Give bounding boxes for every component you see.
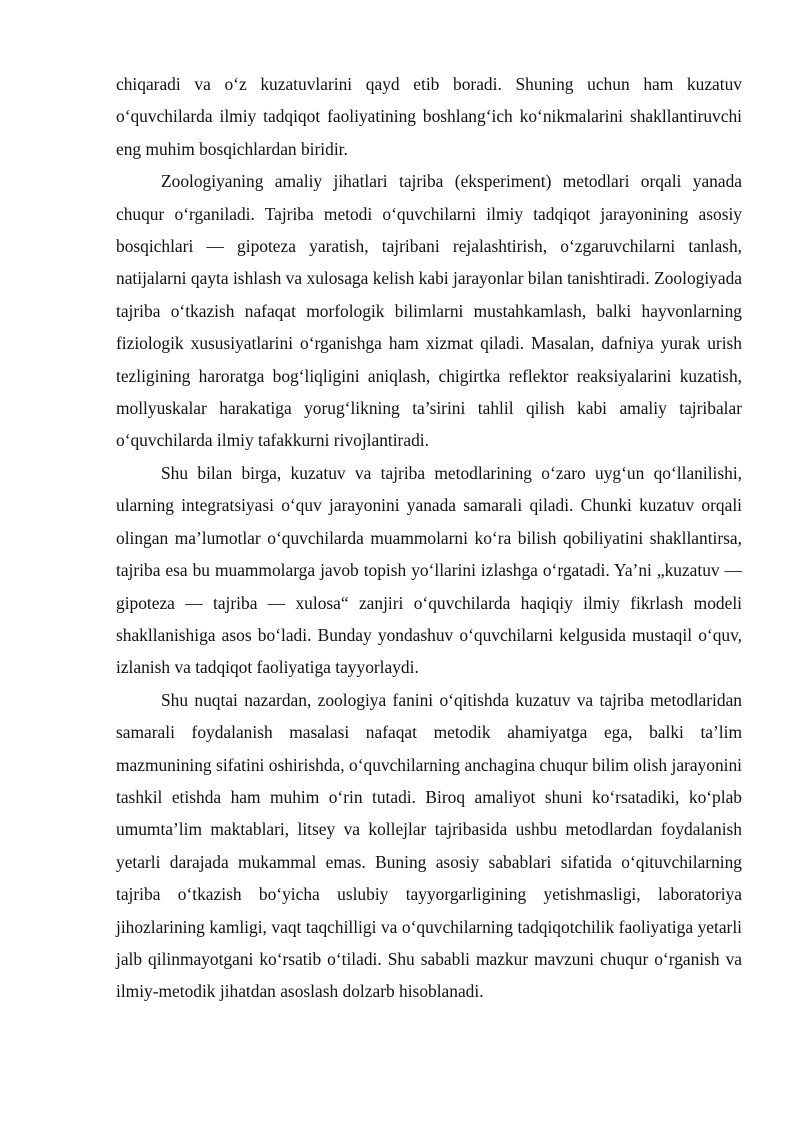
paragraph-continuation: chiqaradi va o‘z kuzatuvlarini qayd etib boradi. Shuning uchun ham kuzatuv o‘quvchilarda ilmiy tadqiqot faoliyatining boshlang‘ich ko‘nikmalarini shakllantiruvchi eng muhim bosqichlardan biridir. — [116, 74, 742, 159]
paragraph-relevance: Shu nuqtai nazardan, zoologiya fanini o‘qitishda kuzatuv va tajriba metodlaridan samarali foydalanish masalasi nafaqat metodik ahamiyatga ega, balki ta’lim mazmunining sifatini oshirishda, o‘quvchilarning anchagina chuqur bilim olish jarayonini tashkil etishda ham muhim o‘rin tutadi. Biroq amaliyot shuni ko‘rsatadiki, ko‘plab umumta’lim maktablari, litsey va kollejlar tajribasida ushbu metodlardan foydalanish yetarli darajada mukammal emas. Buning asosiy sabablari sifatida o‘qituvchilarning tajriba o‘tkazish bo‘yicha uslubiy tayyorgarligining yetishmasligi, laboratoriya jihozlarining kamligi, vaqt taqchilligi va o‘quvchilarning tadqiqotchilik faoliyatiga yetarli jalb qilinmayotgani ko‘rsatib o‘tiladi. Shu sababli mazkur mavzuni chuqur o‘rganish va ilmiy-metodik jihatdan asoslash dolzarb hisoblanadi. — [116, 689, 742, 1002]
paragraph-integration: Shu bilan birga, kuzatuv va tajriba metodlarining o‘zaro uyg‘un qo‘llanilishi, ularning integratsiyasi o‘quv jarayonini yanada samarali qiladi. Chunki kuzatuv orqali olingan ma’lumotlar o‘quvchilarda muammolarni ko‘ra bilish qobiliyatini shakllantirsa, tajriba esa bu muammolarga javob topish yo‘llarini izlashga o‘rgatadi. Ya’ni „kuzatuv — gipoteza — tajriba — xulosa“ zanjiri o‘quvchilarda haqiqiy ilmiy fikrlash modeli shakllanishiga asos bo‘ladi. Bunday yondashuv o‘quvchilarni kelgusida mustaqil o‘quv, izlanish va tadqiqot faoliyatiga tayyorlaydi. — [116, 462, 742, 678]
paragraph-experiment-method: Zoologiyaning amaliy jihatlari tajriba (eksperiment) metodlari orqali yanada chuqur o‘rganiladi. Tajriba metodi o‘quvchilarni ilmiy tadqiqot jarayonining asosiy bosqichlari — gipoteza yaratish, tajribani rejalashtirish, o‘zgaruvchilarni tanlash, natijalarni qayta ishlash va xulosaga kelish kabi jarayonlar bilan tanishtiradi. Zoologiyada tajriba o‘tkazish nafaqat morfologik bilimlarni mustahkamlash, balki hayvonlarning fiziologik xususiyatlarini o‘rganishga ham xizmat qiladi. Masalan, dafniya yurak urish tezligining haroratga bog‘liqligini aniqlash, chigirtka reflektor reaksiyalarini kuzatish, mollyuskalar harakatiga yorug‘likning ta’sirini tahlil qilish kabi amaliy tajribalar o‘quvchilarda ilmiy tafakkurni rivojlantiradi. — [116, 171, 742, 451]
document-page — [116, 68, 742, 1008]
